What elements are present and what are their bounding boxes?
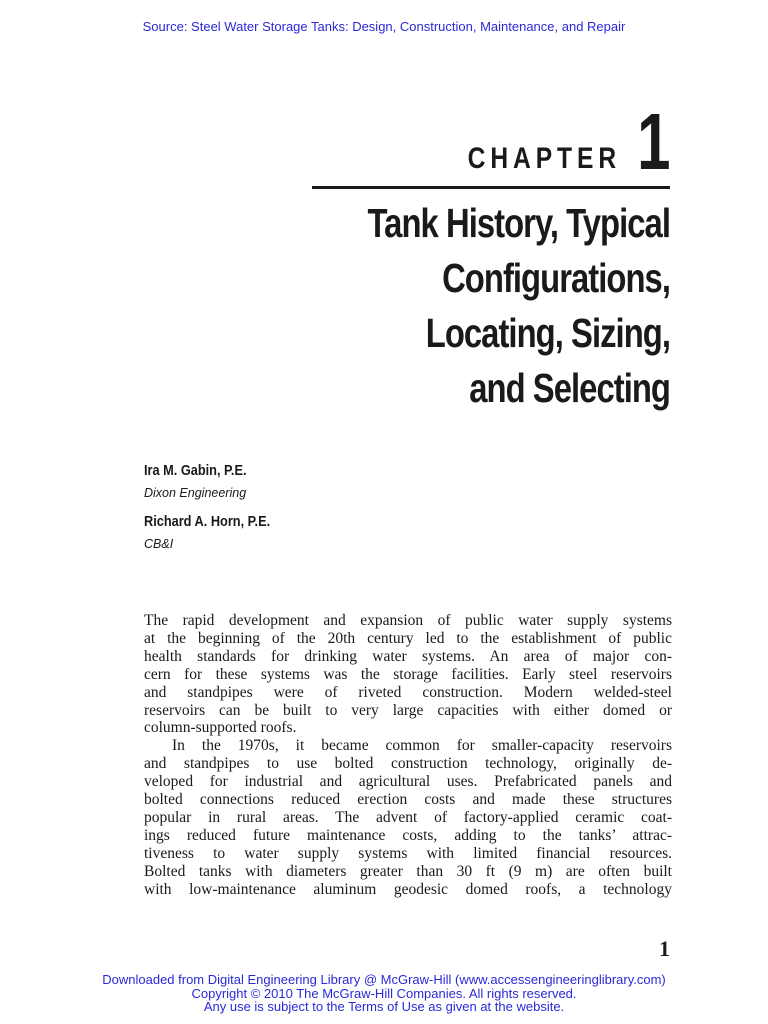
body-line: at the beginning of the 20th century led to the establishment of public bbox=[144, 629, 672, 647]
page-number: 1 bbox=[659, 936, 670, 961]
body-line: bolted connections reduced erection costs and made these structures bbox=[144, 791, 672, 809]
author-name: Richard A. Horn, P.E. bbox=[144, 513, 271, 530]
author-name: Ira M. Gabin, P.E. bbox=[144, 462, 247, 479]
source-citation: Source: Steel Water Storage Tanks: Design, Construction, Maintenance, and Repair bbox=[142, 19, 626, 34]
body-text bbox=[144, 612, 672, 899]
chapter-heading bbox=[434, 97, 670, 186]
chapter-number: 1 bbox=[636, 97, 670, 186]
body-line: cern for these systems was the storage facilities. Early steel reservoirs bbox=[144, 665, 672, 683]
chapter-title bbox=[334, 196, 670, 416]
chapter-title-line: and Selecting bbox=[469, 365, 670, 411]
author-list bbox=[144, 462, 292, 564]
body-line: veloped for industrial and agricultural uses. Prefabricated panels and bbox=[144, 773, 672, 791]
body-line: ings reduced future maintenance costs, adding to the tanks’ attrac- bbox=[144, 826, 672, 844]
body-line: In the 1970s, it became common for smaller-capacity reservoirs bbox=[172, 737, 672, 755]
body-line: with low-maintenance aluminum geodesic domed roofs, a technology bbox=[144, 880, 672, 898]
body-line: tiveness to water supply systems with limited financial resources. bbox=[144, 844, 672, 862]
chapter-label: CHAPTER bbox=[468, 142, 622, 175]
author-affiliation: CB&I bbox=[144, 537, 174, 551]
body-line: reservoirs can be built to very large capacities with either domed or bbox=[144, 701, 672, 719]
body-line: Bolted tanks with diameters greater than 30 ft (9 m) are often built bbox=[144, 862, 672, 880]
body-line: column-supported roofs. bbox=[144, 719, 297, 737]
body-line: health standards for drinking water systems. An area of major con- bbox=[144, 647, 672, 665]
body-line: and standpipes to use bolted construction technology, originally de- bbox=[144, 755, 672, 773]
footer-notice bbox=[0, 973, 768, 1014]
footer-copyright-line: Copyright © 2010 The McGraw-Hill Companies. All rights reserved. bbox=[191, 985, 577, 1001]
body-line: popular in rural areas. The advent of factory-applied ceramic coat- bbox=[144, 808, 672, 826]
chapter-title-line: Tank History, Typical bbox=[367, 200, 670, 246]
chapter-title-line: Configurations, bbox=[442, 255, 670, 301]
chapter-title-line: Locating, Sizing, bbox=[425, 310, 670, 356]
body-line: The rapid development and expansion of public water supply systems bbox=[144, 612, 672, 629]
author-affiliation: Dixon Engineering bbox=[144, 486, 247, 500]
footer-download-line: Downloaded from Digital Engineering Library @ McGraw-Hill (www.accessengineeringlibrary.com) bbox=[102, 972, 666, 987]
chapter-divider bbox=[312, 186, 670, 189]
body-line: and standpipes were of riveted construction. Modern welded-steel bbox=[144, 683, 672, 701]
footer-terms-line: Any use is subject to the Terms of Use as given at the website. bbox=[203, 999, 565, 1014]
